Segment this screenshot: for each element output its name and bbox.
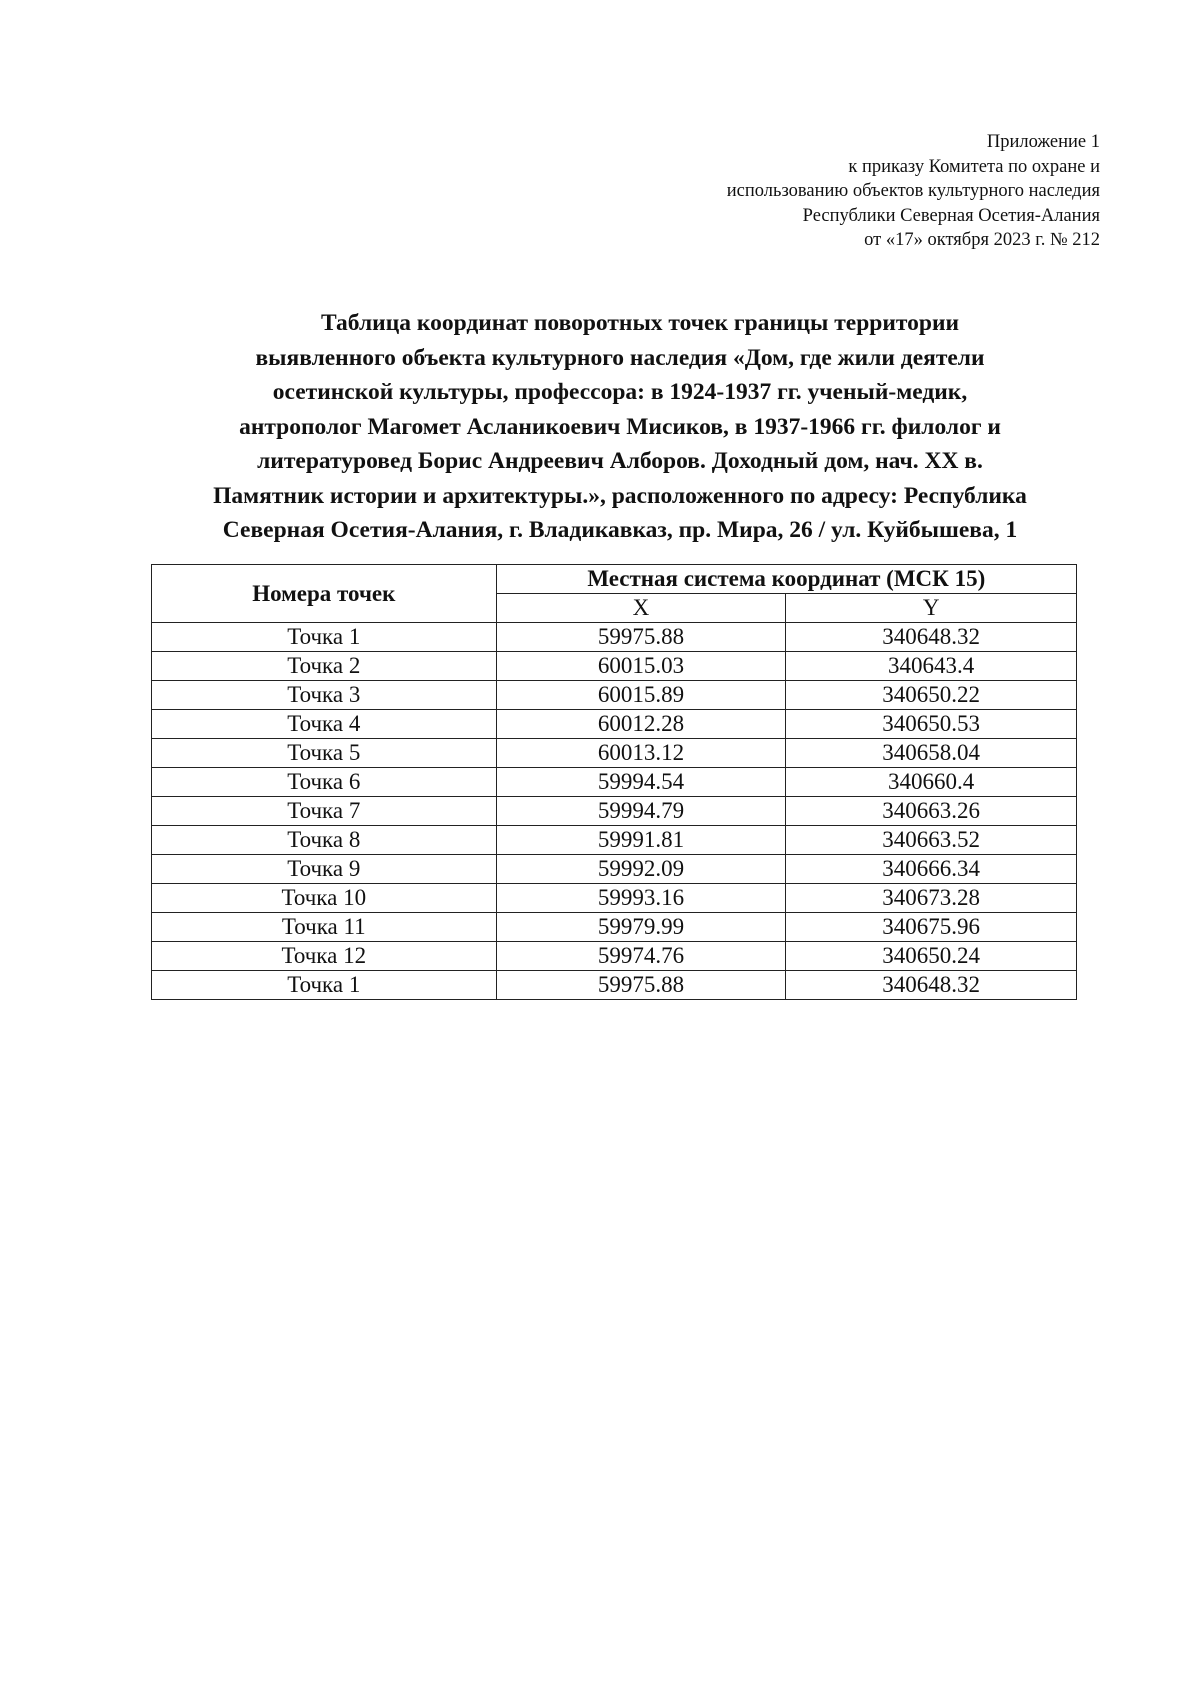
y-coordinate-cell: 340663.26 — [786, 797, 1077, 826]
table-row — [152, 913, 1077, 942]
header-x: X — [496, 594, 786, 623]
x-coordinate-cell: 59994.54 — [496, 768, 786, 797]
title-line: Памятник истории и архитектуры.», расположенного по адресу: Республика — [213, 482, 1027, 509]
y-coordinate-cell: 340650.53 — [786, 710, 1077, 739]
point-name-cell: Точка 7 — [152, 797, 497, 826]
x-coordinate-cell: 60013.12 — [496, 739, 786, 768]
title-line: Таблица координат поворотных точек границы территории — [320, 310, 960, 336]
x-coordinate-cell: 60015.89 — [496, 681, 786, 710]
y-coordinate-cell: 340660.4 — [786, 768, 1077, 797]
y-coordinate-cell: 340648.32 — [786, 623, 1077, 652]
table-row — [152, 739, 1077, 768]
point-name-cell: Точка 8 — [152, 826, 497, 855]
x-coordinate-cell: 59974.76 — [496, 942, 786, 971]
document-title — [140, 306, 1100, 548]
point-name-cell: Точка 11 — [152, 913, 497, 942]
appendix-line: использованию объектов культурного наследия — [726, 181, 1100, 201]
table-row — [152, 826, 1077, 855]
point-name-cell: Точка 9 — [152, 855, 497, 884]
appendix-line: Приложение 1 — [986, 132, 1100, 152]
x-coordinate-cell: 59994.79 — [496, 797, 786, 826]
appendix-line: от «17» октября 2023 г. № 212 — [864, 230, 1100, 250]
point-name-cell: Точка 2 — [152, 652, 497, 681]
y-coordinate-cell: 340648.32 — [786, 971, 1077, 1000]
table-row — [152, 797, 1077, 826]
point-name-cell: Точка 4 — [152, 710, 497, 739]
x-coordinate-cell: 60015.03 — [496, 652, 786, 681]
y-coordinate-cell: 340675.96 — [786, 913, 1077, 942]
appendix-line: к приказу Комитета по охране и — [848, 156, 1100, 177]
header-y: Y — [786, 594, 1077, 623]
table-row — [152, 855, 1077, 884]
title-line: литературовед Борис Андреевич Алборов. Доходный дом, нач. XX в. — [257, 448, 983, 474]
table-row — [152, 681, 1077, 710]
header-points: Номера точек — [152, 565, 497, 623]
title-line: антрополог Магомет Асланикоевич Мисиков, в 1937-1966 гг. филолог и — [239, 413, 1001, 440]
appendix-header — [580, 130, 1100, 253]
x-coordinate-cell: 59975.88 — [496, 971, 786, 1000]
y-coordinate-cell: 340643.4 — [786, 652, 1077, 681]
appendix-line: Республики Северная Осетия-Алания — [802, 205, 1100, 226]
title-line: выявленного объекта культурного наследия «Дом, где жили деятели — [255, 344, 985, 371]
point-name-cell: Точка 6 — [152, 768, 497, 797]
x-coordinate-cell: 59992.09 — [496, 855, 786, 884]
y-coordinate-cell: 340650.22 — [786, 681, 1077, 710]
y-coordinate-cell: 340666.34 — [786, 855, 1077, 884]
y-coordinate-cell: 340673.28 — [786, 884, 1077, 913]
x-coordinate-cell: 59975.88 — [496, 623, 786, 652]
table-row — [152, 768, 1077, 797]
header-coordinate-system: Местная система координат (МСК 15) — [496, 565, 1076, 594]
point-name-cell: Точка 5 — [152, 739, 497, 768]
point-name-cell: Точка 1 — [152, 971, 497, 1000]
point-name-cell: Точка 10 — [152, 884, 497, 913]
table-row — [152, 971, 1077, 1000]
y-coordinate-cell: 340663.52 — [786, 826, 1077, 855]
title-line: осетинской культуры, профессора: в 1924-1937 гг. ученый-медик, — [272, 379, 968, 405]
x-coordinate-cell: 59991.81 — [496, 826, 786, 855]
table-row — [152, 623, 1077, 652]
point-name-cell: Точка 3 — [152, 681, 497, 710]
table-row — [152, 942, 1077, 971]
table-row — [152, 884, 1077, 913]
x-coordinate-cell: 59979.99 — [496, 913, 786, 942]
y-coordinate-cell: 340650.24 — [786, 942, 1077, 971]
table-body — [152, 623, 1077, 1000]
y-coordinate-cell: 340658.04 — [786, 739, 1077, 768]
point-name-cell: Точка 12 — [152, 942, 497, 971]
coordinates-table — [151, 564, 1077, 1000]
x-coordinate-cell: 60012.28 — [496, 710, 786, 739]
title-line: Северная Осетия-Алания, г. Владикавказ, пр. Мира, 26 / ул. Куйбышева, 1 — [222, 517, 1018, 543]
table-row — [152, 652, 1077, 681]
point-name-cell: Точка 1 — [152, 623, 497, 652]
x-coordinate-cell: 59993.16 — [496, 884, 786, 913]
table-row — [152, 710, 1077, 739]
